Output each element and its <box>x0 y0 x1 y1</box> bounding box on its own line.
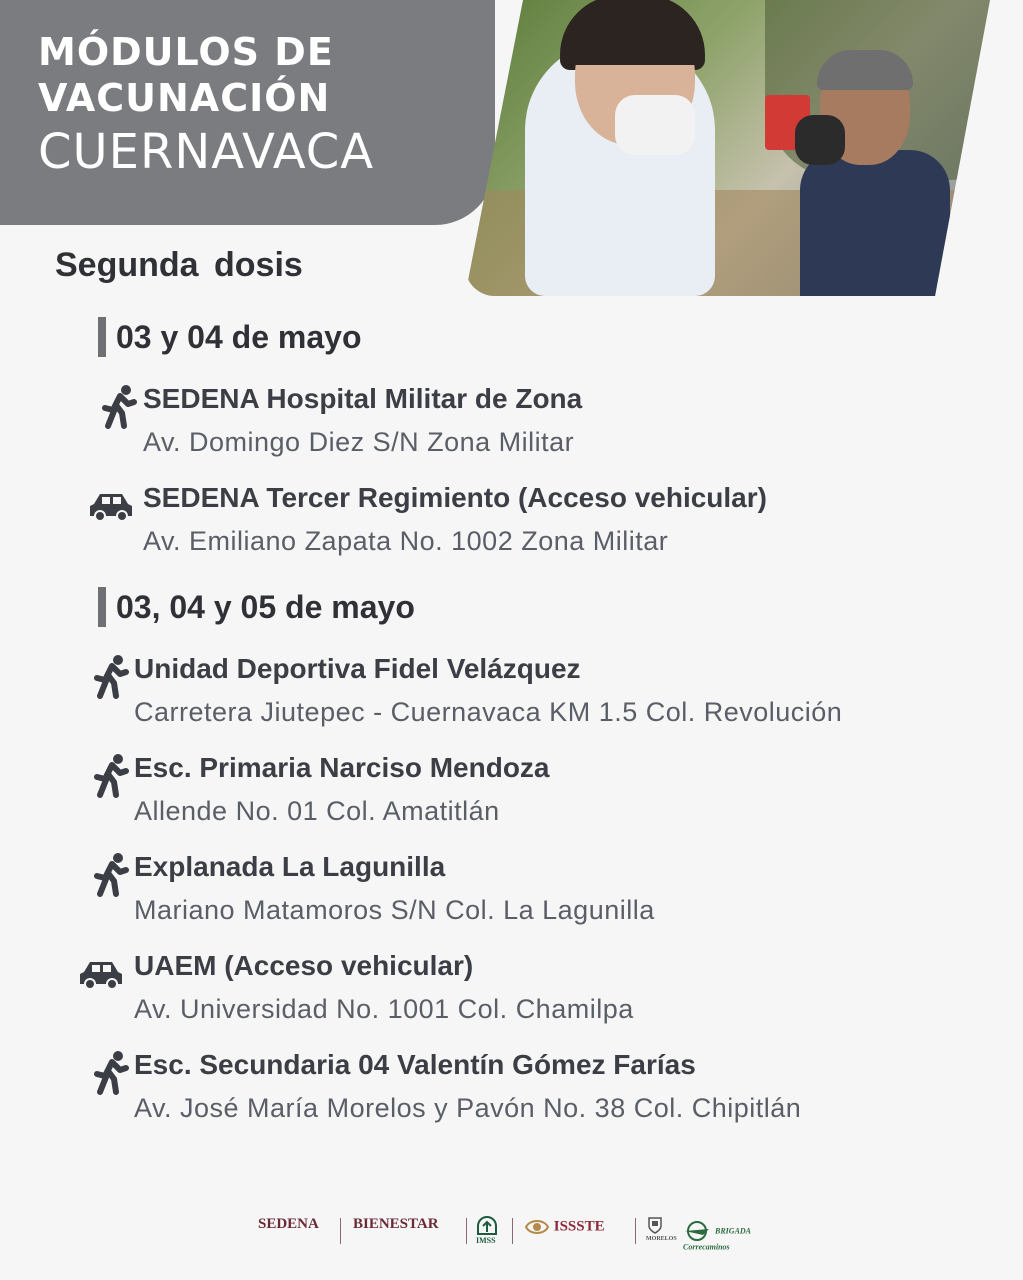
sedena-logo: SEDENA <box>258 1216 319 1232</box>
date-label: 03 y 04 de mayo <box>116 319 362 355</box>
walking-icon <box>88 851 134 897</box>
car-icon <box>88 484 134 530</box>
walking-icon <box>88 653 134 699</box>
date-accent-bar <box>98 317 106 357</box>
footer-logos <box>258 1212 778 1252</box>
date-label: 03, 04 y 05 de mayo <box>116 589 415 625</box>
location-address: Carretera Jiutepec - Cuernavaca KM 1.5 Col. Revolución <box>134 697 843 727</box>
title-line-3: CUERNAVACA <box>38 124 375 180</box>
location-address: Allende No. 01 Col. Amatitlán <box>134 796 500 826</box>
issste-logo: ISSSTE <box>524 1216 605 1238</box>
location-name: Esc. Primaria Narciso Mendoza <box>134 752 550 783</box>
location-address: Av. José María Morelos y Pavón No. 38 Col. Chipitlán <box>134 1093 802 1123</box>
location-name: Explanada La Lagunilla <box>134 851 446 882</box>
date-accent-bar <box>98 587 106 627</box>
vaccination-photo <box>465 0 990 296</box>
imss-icon <box>476 1216 498 1236</box>
location-address: Av. Emiliano Zapata No. 1002 Zona Militar <box>143 526 669 556</box>
walking-icon <box>88 752 134 798</box>
location-address: Av. Domingo Diez S/N Zona Militar <box>143 427 575 457</box>
brigada-correcaminos-logo: BRIGADA Correcaminos <box>683 1220 778 1252</box>
title-line-1: MÓDULOS DE <box>38 30 334 74</box>
subtitle: Segunda dosis <box>55 246 303 284</box>
correcaminos-bird-icon <box>683 1220 713 1242</box>
imss-logo: IMSS <box>476 1216 498 1245</box>
location-address: Mariano Matamoros S/N Col. La Lagunilla <box>134 895 655 925</box>
location-name: SEDENA Tercer Regimiento (Acceso vehicular) <box>143 482 767 513</box>
location-name: UAEM (Acceso vehicular) <box>134 950 474 981</box>
walking-icon <box>88 1049 134 1095</box>
location-address: Av. Universidad No. 1001 Col. Chamilpa <box>134 994 634 1024</box>
location-name: SEDENA Hospital Militar de Zona <box>143 383 583 414</box>
morelos-logo: MORELOS <box>646 1216 677 1242</box>
title-line-2: VACUNACIÓN <box>38 76 331 120</box>
location-name: Unidad Deportiva Fidel Velázquez <box>134 653 581 684</box>
location-name: Esc. Secundaria 04 Valentín Gómez Farías <box>134 1049 696 1080</box>
walking-icon <box>96 383 142 429</box>
morelos-shield-icon <box>646 1216 664 1234</box>
date-heading-2 <box>98 585 415 629</box>
car-icon <box>78 952 124 998</box>
header-banner <box>0 0 495 225</box>
bienestar-logo: BIENESTAR <box>353 1216 439 1232</box>
date-heading-1 <box>98 315 361 359</box>
issste-emblem-icon <box>524 1216 550 1238</box>
